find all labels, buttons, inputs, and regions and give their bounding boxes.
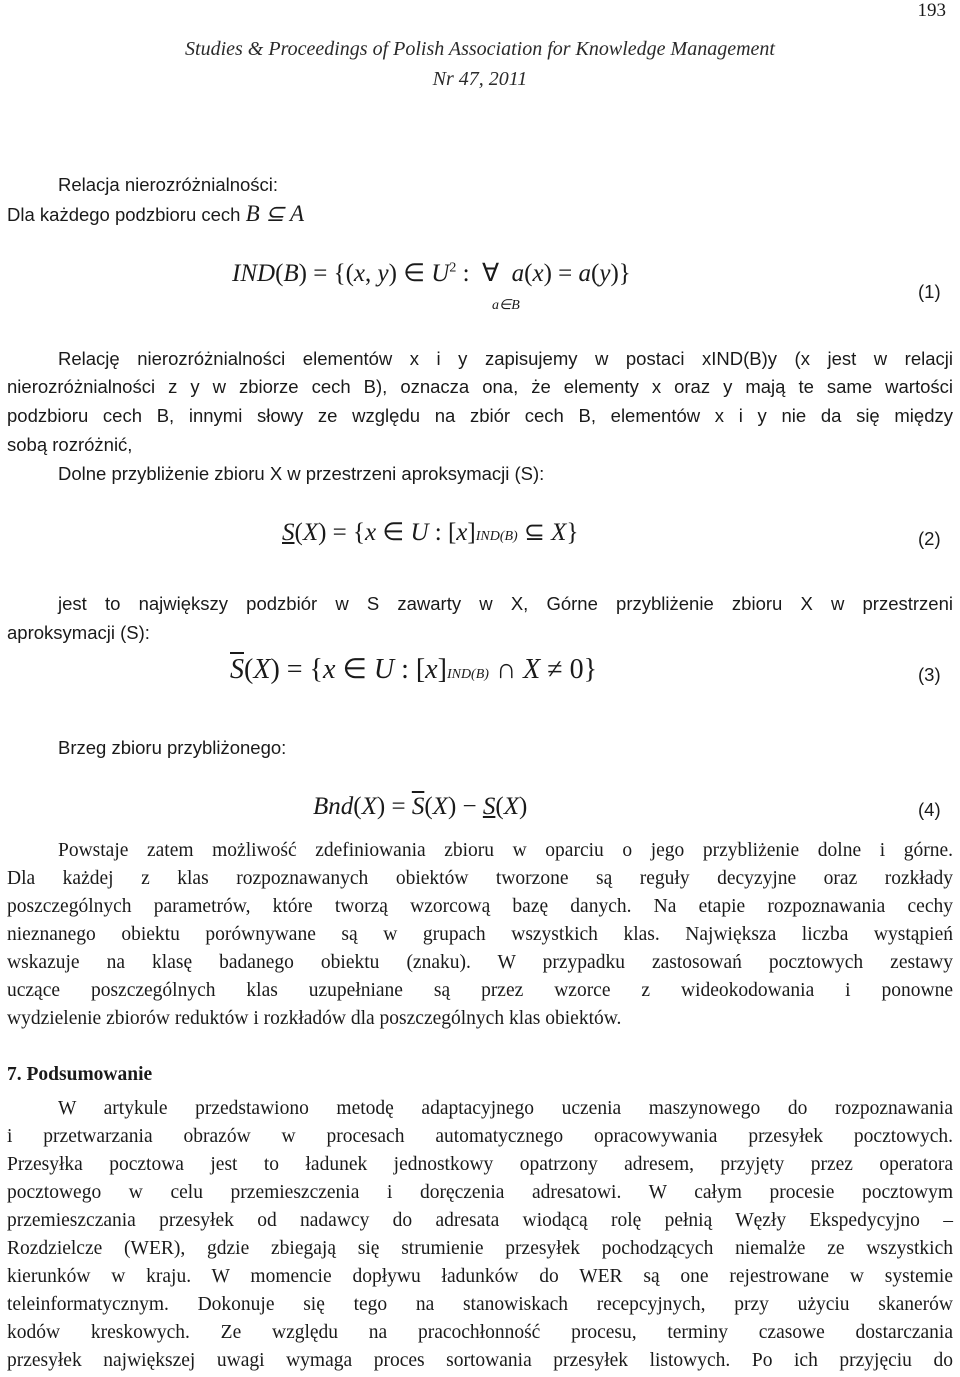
equation-1: IND(B) = {(x, y) ∈ $U^2$ : ∀ a(x) = a(y)} xyxy=(232,260,631,287)
paragraph-line: kierunków w kraju. W momencie dopływu ładunków do WER są one rejestrowane w systemie xyxy=(7,1266,953,1287)
journal-title: Studies & Proceedings of Polish Association for Knowledge Management xyxy=(185,38,775,60)
paragraph-line: wydzielenie zbiorów reduktów i rozkładów dla poszczególnych klas obiektów. xyxy=(7,1008,622,1029)
paragraph-line: aproksymacji (S): xyxy=(7,622,150,643)
paragraph-line: W artykule przedstawiono metodę adaptacyjnego uczenia maszynowego do rozpoznawania xyxy=(58,1098,953,1119)
equation-number-2: (2) xyxy=(918,528,941,549)
paragraph-line: teleinformatycznym. Dokonuje się tego na stanowiskach recepcyjnych, przy użyciu skanerów xyxy=(7,1294,953,1315)
paragraph-line: Powstaje zatem możliwość zdefiniowania zbioru w oparciu o jego przybliżenie dolne i górne. xyxy=(58,840,953,861)
paragraph-line: Rozdzielcze (WER), gdzie zbiegają się strumienie przesyłek pochodzących niemalże ze wszystkich xyxy=(7,1238,953,1259)
equation-2: S(X) = {x ∈ U : [x]IND(B) ⊆ X} xyxy=(282,519,579,546)
equation-number-1: (1) xyxy=(918,281,941,302)
paragraph-line: Przesyłka pocztowa jest to ładunek jednostkowy opatrzony adresem, przyjęty przez operatora xyxy=(7,1154,953,1175)
paragraph-line: sobą rozróżnić, xyxy=(7,434,133,455)
equation-4: $Bnd(X) = \overline{S}(X) - S(X)$ xyxy=(313,793,528,820)
journal-issue: Nr 47, 2011 xyxy=(432,68,528,90)
equation-number-4: (4) xyxy=(918,799,941,820)
page-number: 193 xyxy=(917,0,946,21)
paragraph-line: kodów kreskowych. Ze względu na pracochłonność procesu, terminy czasowe dostarczania xyxy=(7,1322,953,1343)
paragraph-line: nieznanego obiektu porównywane są w grupach wszystkich klas. Największa liczba wystąpień xyxy=(7,924,953,945)
subset-line-text: Dla każdego podzbioru cech xyxy=(7,204,241,225)
boundary-label: Brzeg zbioru przybliżonego: xyxy=(58,737,287,758)
equation-number-3: (3) xyxy=(918,664,941,685)
paragraph-line: przemieszczania przesyłek od nadawcy do adresata wiodącą rolę pełnią Węzły Ekspedycyjno – xyxy=(7,1210,953,1231)
paragraph-line: uczące poszczególnych klas uzupełniane są przez wzorce z wideokodowania i ponowne xyxy=(7,980,953,1001)
paragraph-line: Dolne przybliżenie zbioru X w przestrzeni aproksymacji (S): xyxy=(58,463,545,484)
subset-line xyxy=(7,200,304,229)
paragraph-line: podzbioru cech B, innymi słowy ze względu na zbiór cech B, elementów x i y nie da się między xyxy=(7,405,953,426)
paragraph-line: jest to największy podzbiór w S zawarty w X, Górne przybliżenie zbioru X w przestrzeni xyxy=(58,593,953,614)
paragraph-line: i przetwarzania obrazów w procesach automatycznego opracowywania przesyłek pocztowych. xyxy=(7,1126,953,1147)
paragraph-line: pocztowego w celu przemieszczenia i doręczenia adresatowi. W całym procesie pocztowym xyxy=(7,1182,953,1203)
paragraph-line: poszczególnych parametrów, które tworzą wzorcową bazę danych. Na etapie rozpoznawania cechy xyxy=(7,896,953,917)
section-heading: 7. Podsumowanie xyxy=(7,1064,153,1085)
subset-formula: B ⊆ A xyxy=(245,201,305,226)
paragraph-line: nierozróżnialności z y w zbiorze cech B), oznacza ona, że elementy x oraz y mają te same wartości xyxy=(7,376,953,397)
equation-3: $\overline{S}(X) = \{x$ ∈ U : [x]IND(B) ∩ X ≠ 0} xyxy=(230,654,598,685)
paragraph-line: przesyłek największej uwagi wymaga proces sortowania przesyłek listowych. Po ich przyjęciu do xyxy=(7,1350,953,1371)
paragraph-line: Relację nierozróżnialności elementów x i y zapisujemy w postaci xIND(B)y (x jest w relacji xyxy=(58,348,953,369)
equation-1-subscript: a∈B xyxy=(492,298,520,313)
paragraph-line: Dla każdej z klas rozpoznawanych obiektów tworzone są reguły decyzyjne oraz rozkłady xyxy=(7,868,953,889)
paragraph-line: wskazuje na klasę badanego obiektu (znaku). W przypadku zastosowań pocztowych zestawy xyxy=(7,952,953,973)
relation-title: Relacja nierozróżnialności: xyxy=(58,174,279,195)
